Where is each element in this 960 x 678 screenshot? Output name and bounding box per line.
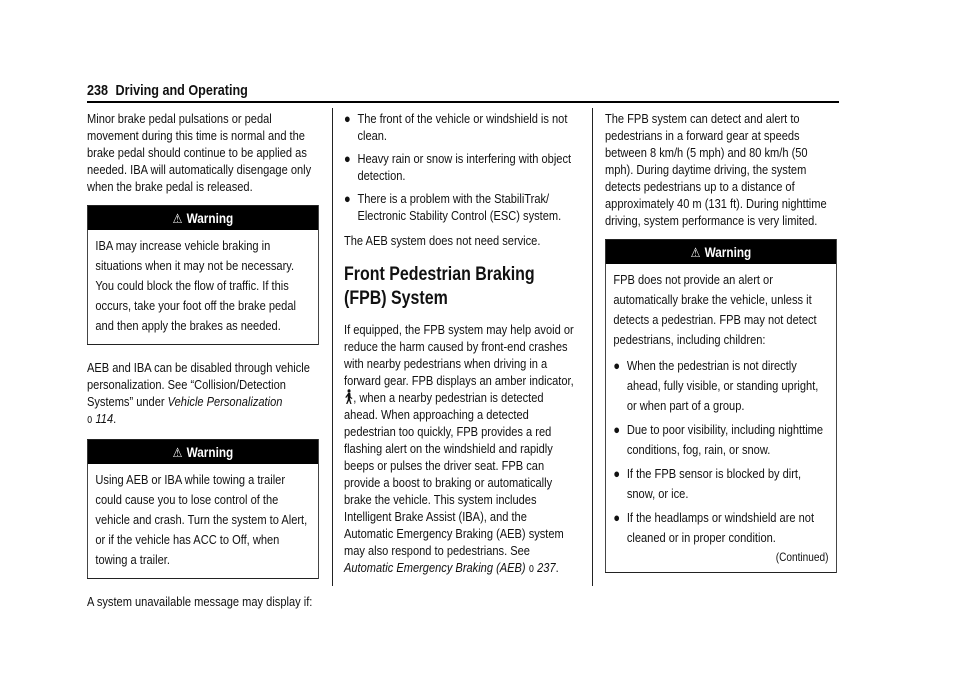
warning-box bbox=[87, 439, 319, 579]
warning-header bbox=[606, 240, 836, 264]
list-item bbox=[613, 464, 828, 504]
warning-box bbox=[605, 239, 837, 573]
bullet-icon: ● bbox=[613, 510, 621, 525]
list-item-text: Heavy rain or snow is interfering with object detection. bbox=[357, 151, 572, 183]
column-3 bbox=[605, 110, 837, 587]
list-item bbox=[344, 150, 576, 184]
page-ref-icon: 0 bbox=[528, 564, 535, 575]
paragraph bbox=[87, 359, 319, 429]
list-item-text: Due to poor visibility, including nighttime conditions, fog, rain, or snow. bbox=[626, 422, 824, 457]
bullet-icon: ● bbox=[344, 151, 351, 166]
paragraph: The FPB system can detect and alert to pedestrians in a forward gear at speeds between 8 km/h (5 mph) and 80 km/h (50 mph). During daytime driving, the system detects pedestrians up to a distance of approximately 40 m (131 ft). During nighttime driving, system performance is very limited. bbox=[605, 111, 827, 228]
paragraph: A system unavailable message may display if: bbox=[87, 594, 313, 609]
cross-reference-link[interactable]: Automatic Emergency Braking (AEB) bbox=[344, 560, 526, 575]
warning-title: Warning bbox=[704, 244, 752, 260]
cross-reference-link[interactable]: Vehicle Personalization bbox=[167, 394, 283, 409]
section-heading: Front Pedestrian Braking (FPB) System bbox=[344, 264, 535, 309]
header-rule bbox=[87, 101, 839, 103]
pedestrian-icon bbox=[344, 389, 353, 404]
bullet-icon: ● bbox=[613, 422, 621, 437]
warning-title: Warning bbox=[186, 444, 234, 460]
column-divider-1 bbox=[332, 108, 333, 586]
list-item bbox=[613, 420, 828, 460]
warning-body bbox=[606, 264, 836, 572]
column-2 bbox=[344, 110, 576, 588]
paragraph: Minor brake pedal pulsations or pedal movement during this time is normal and the brake pedal should continue to be applied as needed. IBA will automatically disengage only when the brake pedal is released. bbox=[87, 111, 312, 194]
paragraph bbox=[344, 321, 576, 578]
warning-header bbox=[88, 206, 318, 230]
list-item bbox=[613, 356, 828, 416]
warning-icon: ⚠ bbox=[172, 212, 183, 227]
column-divider-2 bbox=[592, 108, 593, 586]
bullet-icon: ● bbox=[613, 358, 621, 373]
warning-text: Using AEB or IBA while towing a trailer could cause you to lose control of the vehicle and crash. Turn the system to Alert, or if the vehicle has ACC to Off, when towing a trailer. bbox=[95, 472, 308, 567]
paragraph-text: If equipped, the FPB system may help avoid or reduce the harm caused by front-end crashes with nearby pedestrians when driving in a forward gear. FPB displays an amber indicator, bbox=[344, 322, 574, 388]
list-item bbox=[613, 508, 828, 548]
warning-box bbox=[87, 205, 319, 345]
list-item-text: When the pedestrian is not directly ahead, fully visible, or standing upright, or when part of a group. bbox=[626, 358, 819, 413]
warning-title: Warning bbox=[186, 210, 234, 226]
paragraph-text: AEB and IBA can be disabled through vehicle personalization. See “Collision/Detection Systems” under bbox=[87, 360, 310, 409]
bullet-list bbox=[613, 356, 828, 548]
page-number: 238 bbox=[87, 82, 109, 99]
list-item-text: If the headlamps or windshield are not cleaned or in proper condition. bbox=[626, 510, 815, 545]
list-item bbox=[344, 190, 576, 224]
column-1 bbox=[87, 110, 319, 620]
section-title: Driving and Operating bbox=[115, 82, 248, 99]
page-ref-number[interactable]: 114 bbox=[95, 411, 114, 426]
page-ref-icon: 0 bbox=[87, 415, 93, 426]
paragraph-end: . bbox=[555, 560, 559, 575]
warning-text: IBA may increase vehicle braking in situations when it may not be necessary. You could block the flow of traffic. If this occurs, take your foot off the brake pedal and then apply the brakes as needed. bbox=[95, 238, 296, 333]
continued-label: (Continued) bbox=[775, 550, 829, 564]
paragraph-end: . bbox=[113, 411, 117, 426]
paragraph-text: , when a nearby pedestrian is detected ahead. When approaching a detected pedestrian too quickly, FPB provides a red flashing alert on the windshield and rapidly beeps or pulses the driver seat. FPB can provide a boost to braking or automatically brake the vehicle. This system includes Intelligent Brake Assist (IBA), and the Automatic Emergency Braking (AEB) system may also respond to pedestrians. See bbox=[344, 390, 564, 558]
bullet-icon: ● bbox=[613, 466, 621, 481]
bullet-icon: ● bbox=[344, 191, 351, 206]
warning-text: FPB does not provide an alert or automatically brake the vehicle, unless it detects a pedestrian. FPB may not detect pedestrians, including children: bbox=[613, 272, 817, 347]
bullet-list bbox=[344, 110, 576, 224]
list-item-text: The front of the vehicle or windshield is not clean. bbox=[357, 111, 568, 143]
paragraph: The AEB system does not need service. bbox=[344, 233, 541, 248]
page-ref-number[interactable]: 237 bbox=[537, 560, 556, 575]
list-item bbox=[344, 110, 576, 144]
list-item-text: If the FPB sensor is blocked by dirt, snow, or ice. bbox=[626, 466, 802, 501]
warning-icon: ⚠ bbox=[172, 446, 183, 461]
bullet-icon: ● bbox=[344, 111, 351, 126]
warning-icon: ⚠ bbox=[690, 246, 701, 261]
warning-header bbox=[88, 440, 318, 464]
list-item-text: There is a problem with the StabiliTrak/ Electronic Stability Control (ESC) system. bbox=[357, 191, 562, 223]
